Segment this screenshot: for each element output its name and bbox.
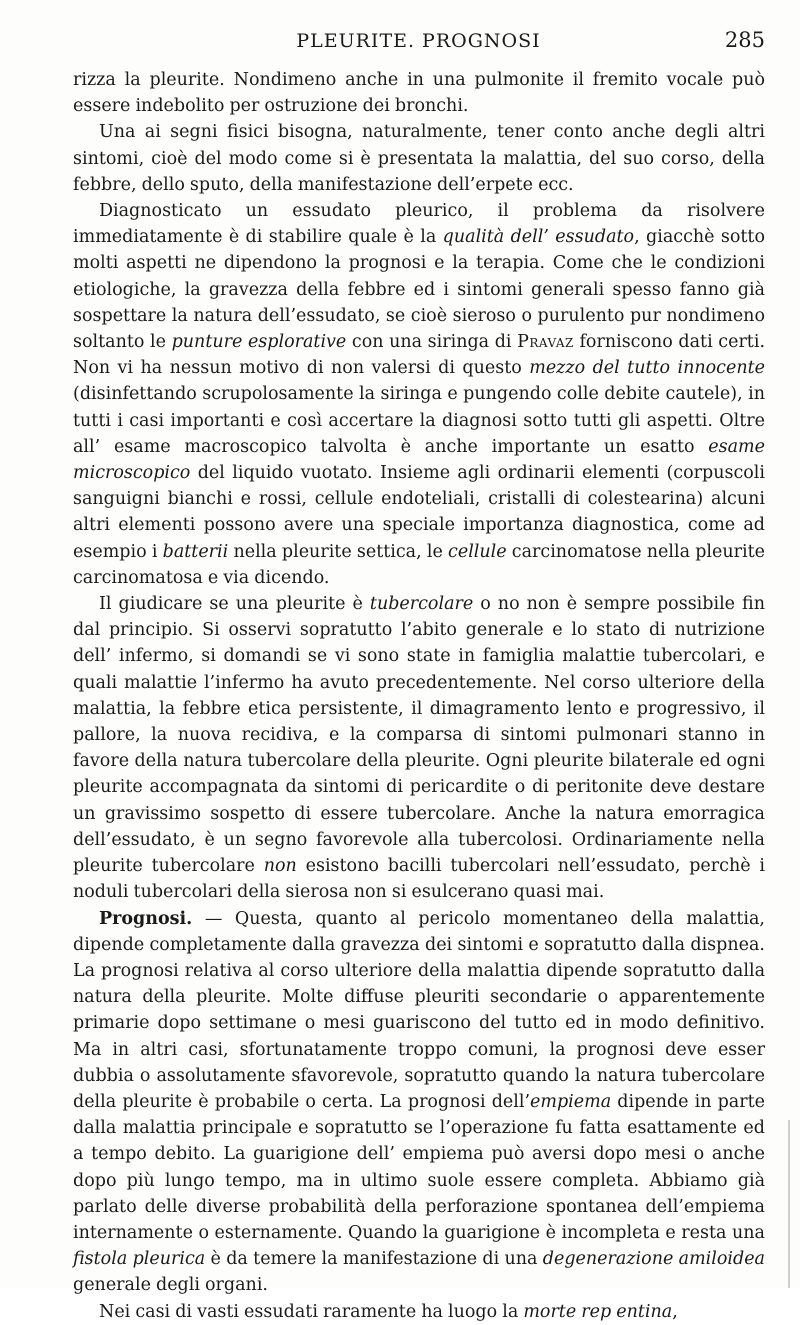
text-span: , giacchè sotto molti aspetti ne dipendono la prognosi e la terapia. Come che le condizioni etiologiche, la gravezza della febbre ed i sintomi generali spesso fanno già sospettare la natura dell’essudato, se cioè sieroso o purulento pur nondimeno soltanto le: [73, 227, 765, 353]
text-span: Il giudicare se una pleurite è: [99, 594, 370, 615]
italic-span: empiema: [530, 1091, 612, 1112]
text-span: carcinomatose nella pleurite carcinomatosa e via dicendo.: [73, 541, 765, 588]
italic-span: mezzo del tutto innocente: [529, 358, 765, 379]
page-header: [72, 30, 765, 56]
text-span: esistono bacilli tubercolari nell’essudato, perchè i noduli tubercolari della sierosa non si esulcerano quasi mai.: [73, 856, 765, 903]
italic-span: cellule: [448, 541, 507, 562]
text-span: generale degli organi.: [73, 1275, 268, 1296]
text-span: con una siringa di: [346, 332, 518, 353]
text-span: — Questa, quanto al pericolo momentaneo della malattia, dipende completamente dalla gravezza dei sintomi e sopratutto dalla dispnea. La prognosi relativa al corso ulteriore della malattia dipende sopratutto dalla natura della pleurite. Molte diffuse pleuriti secondarie o apparentemente primarie dopo settimane o mesi guariscono del tutto ed in modo definitivo. Ma in altri casi, sfortunatamente troppo comuni, la prognosi deve esser dubbia o assolutamente sfavorevole, sopratutto quando la natura tubercolare della pleurite è probabile o certa. La prognosi: [73, 908, 765, 1112]
text-span: dipende in parte dalla malattia principale e sopratutto se l’operazione fu fatta esattamente ed a tempo debito. La guarigione dell’ empiema può aversi dopo mesi o anche dopo più lungo tempo, ma in ultimo suole essere completa. Abbiamo già parlato delle diverse probabilità della perforazione spontanea dell’empiema internamente o esternamente. Quando la guarigione è incompleta e resta una: [73, 1091, 765, 1243]
page-number: 285: [724, 28, 765, 52]
body-text: [73, 67, 765, 1325]
text-span: nella pleurite settica, le: [228, 541, 449, 562]
section-heading: Prognosi.: [99, 908, 193, 929]
italic-span: non: [263, 856, 297, 877]
paragraph: [73, 198, 765, 591]
italic-span: fistola pleurica: [73, 1249, 206, 1270]
italic-span: morte rep entina: [523, 1301, 673, 1322]
italic-span: qualità dell’ essudato: [442, 227, 635, 248]
text-span: forniscono dati certi. Non vi ha nessun motivo di non valersi di questo: [73, 332, 766, 379]
italic-span: esame microscopico: [73, 436, 765, 484]
italic-span: batterii: [162, 541, 229, 562]
text-span: del liquido vuotato. Insieme agli ordinarii elementi (corpuscoli sanguigni bianchi e rossi, cellule endoteliali, cristalli di colestearina) alcuni altri elementi possono avere una speciale importanza diagnostica, come ad esempio i: [73, 463, 765, 562]
running-head: PLEURITE. PROGNOSI: [296, 30, 541, 52]
paragraph: [73, 1299, 765, 1325]
italic-span: degenerazione amiloidea: [542, 1249, 765, 1270]
paragraph: [73, 591, 765, 905]
text-span: (disinfettando scrupolosamente la siringa e pungendo colle debite cautele), in tutti i casi importanti e così accertare la diagnosi sotto tutti gli aspetti. Oltre all’ esame macroscopico talvolta è anche importante un esatto: [73, 384, 765, 457]
author-name: Pravaz: [517, 332, 574, 353]
paragraph: [73, 67, 765, 119]
text-span: Una ai segni fisici bisogna, naturalmente, tener conto anche degli altri sintomi, cioè del modo come si è presentata la malattia, del suo corso, della febbre, dello sputo, della manifestazione dell’erpete ecc.: [73, 122, 765, 195]
text-span: Diagnosticato un essudato pleurico, il problema da risolvere immediatamente è di stabilire quale è la: [73, 201, 765, 248]
paragraph: [73, 119, 765, 198]
text-span: Nei casi di vasti essudati raramente ha luogo la: [99, 1301, 524, 1322]
text-span: rizza la pleurite. Nondimeno anche in una pulmonite il fremito vocale può essere indebolito per ostruzione dei bronchi.: [73, 70, 765, 117]
text-span: dell’: [491, 1091, 531, 1112]
italic-span: punture esplorative: [171, 332, 347, 353]
text-span: ,: [672, 1301, 678, 1322]
text-span: è da temere la manifestazione di una: [205, 1249, 543, 1270]
italic-span: tubercolare: [369, 594, 474, 615]
text-span: o no non è sempre possibile fin dal principio. Si osservi sopratutto l’abito generale e lo stato di nutrizione dell’ infermo, si domandi se vi sono state in famiglia malattie tubercolari, e quali malattie l’infermo ha avuto precedentemente. Nel corso ulteriore della malattia, la febbre etica persistente, il dimagramento lento e progressivo, il pallore, la nuova recidiva, e la comparsa di sintomi pulmonari stanno in favore della natura tubercolare della pleurite. Ogni pleurite bilaterale ed ogni pleurite accompagnata da sintomi di pericardite o di peritonite deve destare un gravissimo sospetto di essere tubercolare. Anche la natura emorragica dell’essudato, è un segno favorevole alla tubercolosi. Ordinariamente nella pleurite tubercolare: [73, 594, 765, 877]
scan-edge-shadow: [788, 1120, 790, 1288]
paragraph: [73, 906, 765, 1299]
